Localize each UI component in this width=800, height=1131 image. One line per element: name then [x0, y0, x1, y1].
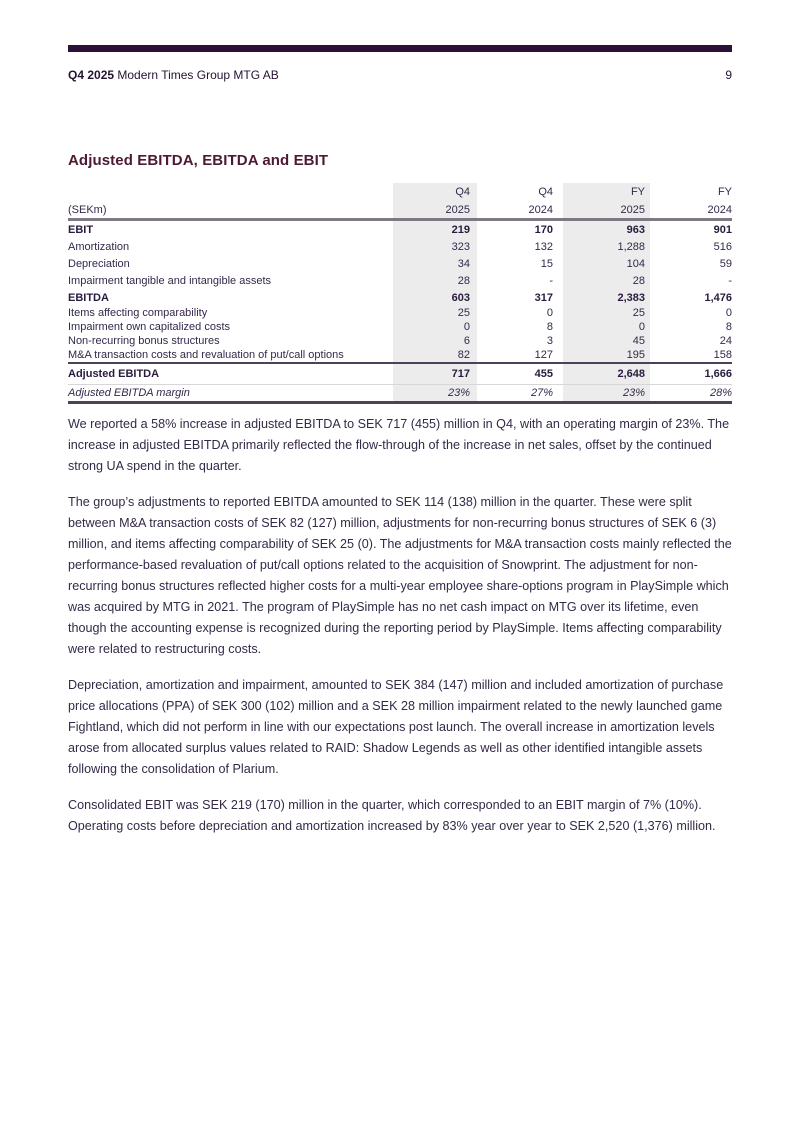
row-label: EBITDA: [68, 291, 109, 304]
cell-value: 1,476: [704, 291, 732, 304]
header-left: [68, 68, 279, 82]
row-label: Impairment own capitalized costs: [68, 321, 231, 333]
table-row-non-recurring-bonus: [68, 334, 732, 348]
cell-value: 104: [563, 255, 650, 272]
table-header-period-row: [68, 183, 732, 201]
cell-value: 219: [393, 221, 477, 238]
table-row-ebitda: [68, 289, 732, 306]
cell-value: 15: [540, 257, 553, 270]
cell-value: 25: [563, 306, 650, 320]
cell-value: 317: [534, 291, 553, 304]
row-label: M&A transaction costs and revaluation of put/call options: [68, 349, 344, 361]
column-period-header: FY: [563, 183, 650, 201]
cell-value: 963: [563, 221, 650, 238]
page-number: 9: [725, 68, 732, 82]
cell-value: 0: [725, 307, 732, 319]
company-name: Modern Times Group MTG AB: [117, 68, 279, 82]
column-year-header: 2025: [563, 201, 650, 218]
cell-value: 0: [393, 320, 477, 334]
cell-value: 8: [546, 321, 553, 333]
table-row-amortization: [68, 238, 732, 255]
cell-value: 127: [534, 349, 553, 361]
cell-value: 0: [563, 320, 650, 334]
cell-value: 2,383: [563, 289, 650, 306]
cell-value: 170: [534, 223, 553, 236]
cell-value: 8: [725, 321, 732, 333]
column-period-header: Q4: [538, 186, 553, 198]
body-paragraph: Depreciation, amortization and impairment, amounted to SEK 384 (147) million and included amortization of purchase price allocations (PPA) of SEK 300 (102) million and a SEK 28 million impairment related to the newly launched game Fightland, which did not perform in line with our expectations post launch. The overall increase in amortization levels arose from allocated surplus values related to RAID: Shadow Legends as well as other identified intangible assets following the consolidation of Plarium.: [68, 678, 724, 776]
cell-value: 158: [713, 349, 732, 361]
cell-value: 25: [393, 306, 477, 320]
body-text: [68, 414, 732, 852]
section-title: Adjusted EBITDA, EBITDA and EBIT: [68, 152, 329, 169]
row-label: Adjusted EBITDA margin: [68, 387, 190, 399]
cell-value: 28: [393, 272, 477, 289]
row-label: EBIT: [68, 223, 94, 236]
cell-value: 34: [393, 255, 477, 272]
cell-value: 455: [534, 368, 553, 380]
cell-value: 1,666: [704, 368, 732, 380]
cell-value: 6: [393, 334, 477, 348]
table-row-ebit: [68, 221, 732, 238]
row-label: Amortization: [68, 240, 130, 253]
report-period: Q4 2025: [68, 68, 115, 82]
cell-value: -: [728, 274, 732, 287]
ebitda-table: [68, 183, 732, 404]
row-label: Depreciation: [68, 257, 130, 270]
cell-value: 23%: [563, 385, 650, 401]
column-period-header: Q4: [393, 183, 477, 201]
cell-value: 516: [713, 240, 732, 253]
table-row-adjusted-ebitda-margin: [68, 384, 732, 404]
cell-value: 0: [546, 307, 553, 319]
body-paragraph: Consolidated EBIT was SEK 219 (170) million in the quarter, which corresponded to an EBIT margin of 7% (10%). Operating costs before depreciation and amortization increased by 83% year over year to SEK 2,520 (1,376) million.: [68, 798, 716, 833]
cell-value: 195: [563, 348, 650, 362]
column-period-header: FY: [717, 186, 732, 198]
header-accent-rule: [68, 45, 732, 52]
cell-value: 45: [563, 334, 650, 348]
cell-value: 82: [393, 348, 477, 362]
cell-value: 901: [713, 223, 732, 236]
cell-value: 28%: [709, 387, 732, 399]
cell-value: 717: [393, 364, 477, 384]
cell-value: 603: [393, 289, 477, 306]
table-row-impairment-own-capitalized-costs: [68, 320, 732, 334]
table-row-items-affecting-comparability: [68, 306, 732, 320]
cell-value: 59: [719, 257, 732, 270]
column-year-header: 2024: [528, 203, 553, 216]
table-row-ma-transaction-costs: [68, 348, 732, 362]
cell-value: -: [549, 274, 553, 287]
cell-value: 23%: [393, 385, 477, 401]
row-label: Non-recurring bonus structures: [68, 335, 220, 347]
page-header: [68, 68, 732, 82]
body-paragraph: The group’s adjustments to reported EBITDA amounted to SEK 114 (138) million in the quarter. These were split between M&A transaction costs of SEK 82 (127) million, adjustments for non-recurring bonus structures of SEK 6 (3) million, and items affecting comparability of SEK 25 (0). The adjustments for M&A transaction costs mainly reflected the performance-based revaluation of put/call options related to the acquisition of Snowprint. The adjustment for non-recurring bonus structures reflected higher costs for a multi-year employee share-options program in PlaySimple which was acquired by MTG in 2021. The program of PlaySimple has no net cash impact on MTG over its lifetime, even though the accounting expense is recognized during the reporting period by PlaySimple. Items affecting comparability were related to restructuring costs.: [68, 495, 732, 656]
column-year-header: 2025: [393, 201, 477, 218]
table-header-year-row: [68, 201, 732, 221]
cell-value: 28: [563, 272, 650, 289]
column-year-header: 2024: [707, 203, 732, 216]
cell-value: 27%: [530, 387, 553, 399]
table-row-impairment-assets: [68, 272, 732, 289]
table-row-depreciation: [68, 255, 732, 272]
row-label: Items affecting comparability: [68, 307, 208, 319]
unit-label: (SEKm): [68, 203, 107, 216]
cell-value: 24: [719, 335, 732, 347]
cell-value: 3: [546, 335, 553, 347]
table-row-adjusted-ebitda: [68, 362, 732, 384]
cell-value: 323: [393, 238, 477, 255]
row-label: Impairment tangible and intangible assets: [68, 274, 272, 287]
cell-value: 132: [534, 240, 553, 253]
row-label: Adjusted EBITDA: [68, 368, 160, 380]
cell-value: 2,648: [563, 364, 650, 384]
cell-value: 1,288: [563, 238, 650, 255]
body-paragraph: We reported a 58% increase in adjusted EBITDA to SEK 717 (455) million in Q4, with an operating margin of 23%. The increase in adjusted EBITDA primarily reflected the flow-through of the increase in net sales, offset by the continued strong UA spend in the quarter.: [68, 417, 730, 473]
